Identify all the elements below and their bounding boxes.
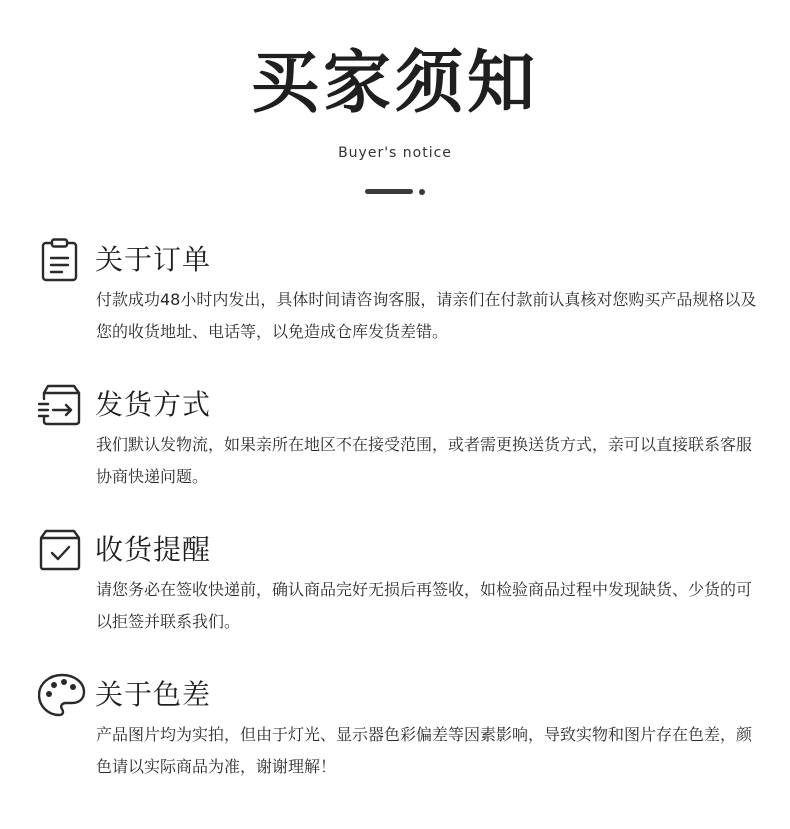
page-title: 买家须知: [250, 44, 539, 123]
delivered-box-check-icon: [38, 528, 86, 572]
title-divider: [365, 189, 427, 195]
section-body: 产品图片均为实拍，但由于灯光、显示器色彩偏差等因素影响，导致实物和图片存在色差，颜色请以实际商品为准，谢谢理解！: [96, 725, 753, 776]
section-body: 请您务必在签收快递前，确认商品完好无损后再签收，如检验商品过程中发现缺货、少货的可以拒签并联系我们。: [96, 580, 753, 631]
section-heading: 收货提醒: [95, 533, 212, 566]
section-heading: 关于订单: [95, 243, 212, 276]
section-body: 付款成功48小时内发出，具体时间请咨询客服，请亲们在付款前认真核对您购买产品规格以及您的收货地址、电话等，以免造成仓库发货差错。: [96, 290, 757, 341]
color-palette-icon: [38, 673, 86, 717]
section-body: 我们默认发物流，如果亲所在地区不在接受范围，或者需更换送货方式，亲可以直接联系客服协商快递问题。: [96, 435, 753, 486]
clipboard-icon: [38, 238, 86, 282]
section-heading: 关于色差: [95, 678, 212, 711]
section-heading: 发货方式: [95, 388, 212, 421]
shipping-box-icon: [38, 383, 86, 427]
page-subtitle: Buyer's notice: [338, 145, 452, 161]
divider-dot: [419, 189, 425, 195]
divider-bar: [365, 189, 413, 194]
